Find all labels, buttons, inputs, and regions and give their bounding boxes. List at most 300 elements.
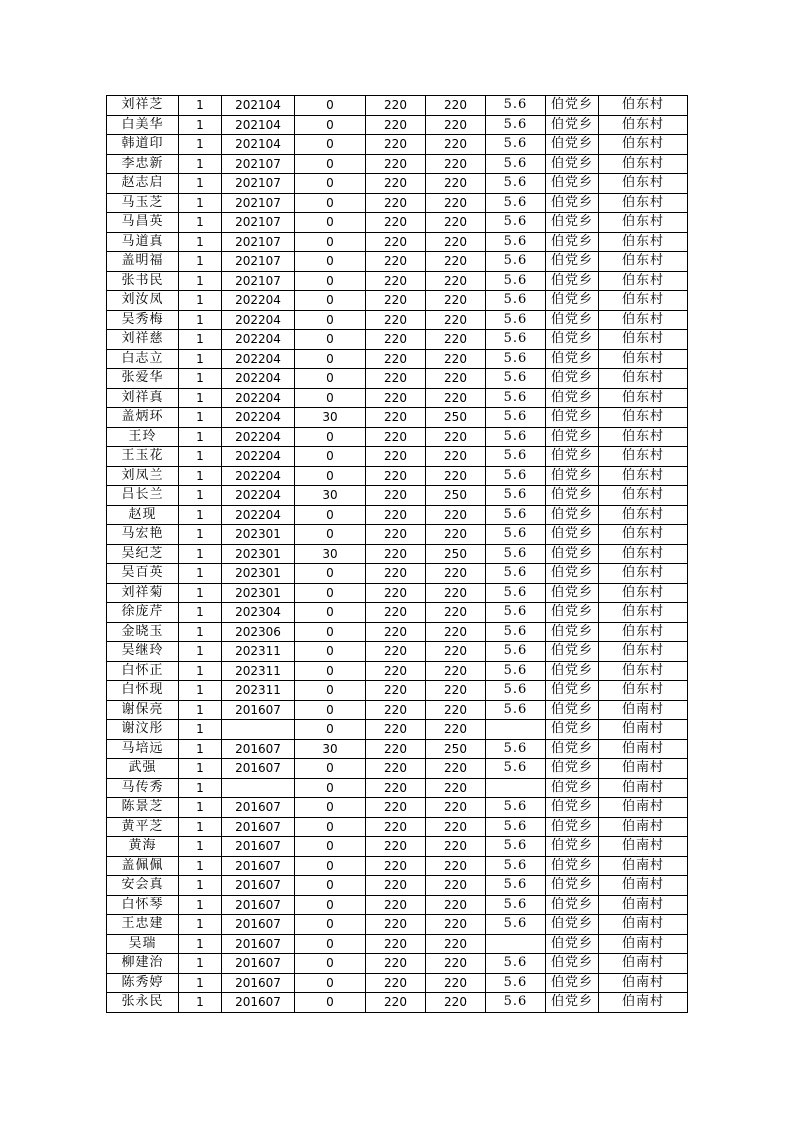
start-date-cell: 201607 [222,759,295,779]
total-amount-cell: 220 [426,798,486,818]
base-amount-cell: 220 [366,369,426,389]
township-cell: 伯党乡 [546,895,599,915]
rate-cell: 5.6 [486,915,546,935]
rate-cell: 5.6 [486,135,546,155]
total-amount-cell: 220 [426,427,486,447]
total-amount-cell: 220 [426,642,486,662]
rate-cell: 5.6 [486,564,546,584]
count-cell: 1 [179,232,222,252]
township-cell: 伯党乡 [546,154,599,174]
rate-cell: 5.6 [486,388,546,408]
name-cell: 白志立 [107,349,179,369]
base-amount-cell: 220 [366,213,426,233]
township-cell: 伯党乡 [546,798,599,818]
total-amount-cell: 220 [426,759,486,779]
total-amount-cell: 220 [426,973,486,993]
start-date-cell: 201607 [222,856,295,876]
rate-cell: 5.6 [486,583,546,603]
start-date-cell: 202301 [222,525,295,545]
subsidy-cell: 0 [295,291,366,311]
township-cell: 伯党乡 [546,96,599,116]
total-amount-cell: 220 [426,525,486,545]
subsidy-cell: 0 [295,213,366,233]
township-cell: 伯党乡 [546,213,599,233]
count-cell: 1 [179,739,222,759]
rate-cell: 5.6 [486,174,546,194]
subsidy-cell: 0 [295,564,366,584]
name-cell: 赵现 [107,505,179,525]
township-cell: 伯党乡 [546,174,599,194]
subsidy-cell: 0 [295,583,366,603]
township-cell: 伯党乡 [546,115,599,135]
table-row [107,837,688,857]
base-amount-cell: 220 [366,973,426,993]
total-amount-cell: 220 [426,856,486,876]
name-cell: 黄海 [107,837,179,857]
subsidy-cell: 0 [295,622,366,642]
subsidy-cell: 0 [295,271,366,291]
total-amount-cell: 220 [426,291,486,311]
subsidy-cell: 0 [295,876,366,896]
name-cell: 刘祥菊 [107,583,179,603]
count-cell: 1 [179,934,222,954]
table-row [107,115,688,135]
subsidy-cell: 0 [295,798,366,818]
count-cell: 1 [179,973,222,993]
village-cell: 伯东村 [599,544,688,564]
village-cell: 伯东村 [599,525,688,545]
base-amount-cell: 220 [366,700,426,720]
count-cell: 1 [179,583,222,603]
table-row [107,232,688,252]
village-cell: 伯东村 [599,661,688,681]
base-amount-cell: 220 [366,681,426,701]
village-cell: 伯东村 [599,96,688,116]
village-cell: 伯东村 [599,427,688,447]
township-cell: 伯党乡 [546,388,599,408]
table-row [107,876,688,896]
base-amount-cell: 220 [366,252,426,272]
village-cell: 伯南村 [599,973,688,993]
township-cell: 伯党乡 [546,135,599,155]
rate-cell: 5.6 [486,993,546,1013]
rate-cell: 5.6 [486,856,546,876]
village-cell: 伯南村 [599,759,688,779]
subsidy-cell: 0 [295,661,366,681]
total-amount-cell: 220 [426,934,486,954]
base-amount-cell: 220 [366,115,426,135]
subsidy-cell: 0 [295,447,366,467]
village-cell: 伯东村 [599,369,688,389]
base-amount-cell: 220 [366,330,426,350]
village-cell: 伯东村 [599,564,688,584]
start-date-cell: 202204 [222,310,295,330]
start-date-cell: 202306 [222,622,295,642]
count-cell: 1 [179,505,222,525]
table-row [107,856,688,876]
count-cell: 1 [179,642,222,662]
village-cell: 伯东村 [599,271,688,291]
rate-cell: 5.6 [486,408,546,428]
village-cell: 伯东村 [599,154,688,174]
count-cell: 1 [179,369,222,389]
table-row [107,466,688,486]
count-cell: 1 [179,954,222,974]
township-cell: 伯党乡 [546,622,599,642]
village-cell: 伯东村 [599,310,688,330]
base-amount-cell: 220 [366,96,426,116]
total-amount-cell: 220 [426,817,486,837]
table-row [107,642,688,662]
township-cell: 伯党乡 [546,232,599,252]
township-cell: 伯党乡 [546,505,599,525]
village-cell: 伯东村 [599,505,688,525]
count-cell: 1 [179,876,222,896]
base-amount-cell: 220 [366,622,426,642]
base-amount-cell: 220 [366,271,426,291]
base-amount-cell: 220 [366,720,426,740]
rate-cell: 5.6 [486,759,546,779]
township-cell: 伯党乡 [546,252,599,272]
count-cell: 1 [179,661,222,681]
rate-cell: 5.6 [486,291,546,311]
count-cell: 1 [179,525,222,545]
total-amount-cell: 220 [426,369,486,389]
village-cell: 伯南村 [599,954,688,974]
start-date-cell: 202104 [222,135,295,155]
rate-cell: 5.6 [486,213,546,233]
subsidy-cell: 0 [295,525,366,545]
total-amount-cell: 220 [426,174,486,194]
table-row [107,934,688,954]
name-cell: 李忠新 [107,154,179,174]
count-cell: 1 [179,96,222,116]
rate-cell: 5.6 [486,603,546,623]
village-cell: 伯东村 [599,622,688,642]
table-row [107,681,688,701]
township-cell: 伯党乡 [546,720,599,740]
total-amount-cell: 220 [426,564,486,584]
base-amount-cell: 220 [366,895,426,915]
village-cell: 伯南村 [599,700,688,720]
base-amount-cell: 220 [366,603,426,623]
base-amount-cell: 220 [366,934,426,954]
total-amount-cell: 220 [426,135,486,155]
township-cell: 伯党乡 [546,934,599,954]
subsidy-cell: 0 [295,993,366,1013]
table-row [107,954,688,974]
township-cell: 伯党乡 [546,271,599,291]
subsidy-cell: 0 [295,817,366,837]
count-cell: 1 [179,174,222,194]
rate-cell: 5.6 [486,232,546,252]
table-row [107,486,688,506]
start-date-cell: 201607 [222,817,295,837]
table-row [107,739,688,759]
table-row [107,271,688,291]
count-cell: 1 [179,447,222,467]
rate-cell: 5.6 [486,681,546,701]
village-cell: 伯东村 [599,291,688,311]
start-date-cell: 202304 [222,603,295,623]
rate-cell: 5.6 [486,115,546,135]
subsidy-cell: 0 [295,642,366,662]
rate-cell: 5.6 [486,876,546,896]
start-date-cell: 201607 [222,876,295,896]
start-date-cell: 201607 [222,895,295,915]
subsidy-cell: 30 [295,544,366,564]
count-cell: 1 [179,798,222,818]
name-cell: 马传秀 [107,778,179,798]
township-cell: 伯党乡 [546,837,599,857]
name-cell: 吴秀梅 [107,310,179,330]
village-cell: 伯东村 [599,135,688,155]
subsidy-cell: 0 [295,837,366,857]
subsidy-cell: 0 [295,681,366,701]
name-cell: 盖炳环 [107,408,179,428]
village-cell: 伯东村 [599,174,688,194]
base-amount-cell: 220 [366,427,426,447]
township-cell: 伯党乡 [546,681,599,701]
count-cell: 1 [179,427,222,447]
start-date-cell [222,778,295,798]
count-cell: 1 [179,349,222,369]
start-date-cell: 201607 [222,954,295,974]
village-cell: 伯东村 [599,115,688,135]
name-cell: 陈秀婷 [107,973,179,993]
base-amount-cell: 220 [366,310,426,330]
township-cell: 伯党乡 [546,525,599,545]
start-date-cell: 202301 [222,583,295,603]
start-date-cell: 202204 [222,349,295,369]
total-amount-cell: 220 [426,993,486,1013]
village-cell: 伯东村 [599,193,688,213]
rate-cell: 5.6 [486,486,546,506]
total-amount-cell: 220 [426,876,486,896]
subsidy-cell: 0 [295,778,366,798]
subsidy-cell: 0 [295,973,366,993]
township-cell: 伯党乡 [546,993,599,1013]
base-amount-cell: 220 [366,759,426,779]
count-cell: 1 [179,817,222,837]
count-cell: 1 [179,154,222,174]
name-cell: 马培远 [107,739,179,759]
name-cell: 盖明福 [107,252,179,272]
table-row [107,447,688,467]
total-amount-cell: 220 [426,583,486,603]
village-cell: 伯东村 [599,252,688,272]
name-cell: 黄平芝 [107,817,179,837]
township-cell: 伯党乡 [546,427,599,447]
table-row [107,798,688,818]
base-amount-cell: 220 [366,778,426,798]
subsidy-cell: 0 [295,700,366,720]
start-date-cell: 201607 [222,915,295,935]
village-cell: 伯东村 [599,466,688,486]
name-cell: 陈景芝 [107,798,179,818]
base-amount-cell: 220 [366,856,426,876]
total-amount-cell: 220 [426,193,486,213]
subsidy-cell: 0 [295,349,366,369]
name-cell: 盖佩佩 [107,856,179,876]
start-date-cell [222,720,295,740]
name-cell: 张书民 [107,271,179,291]
count-cell: 1 [179,330,222,350]
township-cell: 伯党乡 [546,759,599,779]
township-cell: 伯党乡 [546,915,599,935]
name-cell: 刘凤兰 [107,466,179,486]
start-date-cell: 201607 [222,993,295,1013]
start-date-cell: 201607 [222,973,295,993]
name-cell: 徐庞芹 [107,603,179,623]
village-cell: 伯东村 [599,349,688,369]
start-date-cell: 201607 [222,798,295,818]
base-amount-cell: 220 [366,798,426,818]
base-amount-cell: 220 [366,291,426,311]
village-cell: 伯南村 [599,915,688,935]
rate-cell: 5.6 [486,525,546,545]
table-row [107,135,688,155]
rate-cell: 5.6 [486,447,546,467]
table-row [107,564,688,584]
start-date-cell: 202107 [222,232,295,252]
township-cell: 伯党乡 [546,583,599,603]
subsidy-cell: 0 [295,310,366,330]
table-row [107,310,688,330]
total-amount-cell: 220 [426,778,486,798]
base-amount-cell: 220 [366,525,426,545]
rate-cell: 5.6 [486,700,546,720]
table-row [107,291,688,311]
name-cell: 王玉花 [107,447,179,467]
name-cell: 白美华 [107,115,179,135]
village-cell: 伯东村 [599,486,688,506]
township-cell: 伯党乡 [546,408,599,428]
subsidy-cell: 0 [295,174,366,194]
start-date-cell: 202107 [222,193,295,213]
start-date-cell: 202311 [222,681,295,701]
total-amount-cell: 220 [426,505,486,525]
subsidy-cell: 0 [295,135,366,155]
name-cell: 白怀正 [107,661,179,681]
name-cell: 吴瑞 [107,934,179,954]
total-amount-cell: 220 [426,895,486,915]
rate-cell: 5.6 [486,427,546,447]
table-row [107,720,688,740]
township-cell: 伯党乡 [546,193,599,213]
table-row [107,622,688,642]
count-cell: 1 [179,466,222,486]
name-cell: 白怀琴 [107,895,179,915]
start-date-cell: 201607 [222,739,295,759]
rate-cell: 5.6 [486,954,546,974]
township-cell: 伯党乡 [546,330,599,350]
village-cell: 伯南村 [599,720,688,740]
table-row [107,174,688,194]
total-amount-cell: 220 [426,837,486,857]
rate-cell: 5.6 [486,642,546,662]
start-date-cell: 202204 [222,486,295,506]
total-amount-cell: 220 [426,466,486,486]
count-cell: 1 [179,486,222,506]
village-cell: 伯南村 [599,993,688,1013]
total-amount-cell: 220 [426,720,486,740]
name-cell: 刘祥慈 [107,330,179,350]
village-cell: 伯南村 [599,739,688,759]
township-cell: 伯党乡 [546,447,599,467]
rate-cell: 5.6 [486,96,546,116]
table-row [107,583,688,603]
township-cell: 伯党乡 [546,739,599,759]
count-cell: 1 [179,544,222,564]
name-cell: 刘祥芝 [107,96,179,116]
name-cell: 柳建治 [107,954,179,974]
table-row [107,427,688,447]
table-row [107,973,688,993]
village-cell: 伯东村 [599,388,688,408]
township-cell: 伯党乡 [546,642,599,662]
subsidy-cell: 0 [295,388,366,408]
rate-cell: 5.6 [486,837,546,857]
village-cell: 伯东村 [599,447,688,467]
table-row [107,369,688,389]
count-cell: 1 [179,310,222,330]
count-cell: 1 [179,778,222,798]
rate-cell: 5.6 [486,349,546,369]
village-cell: 伯东村 [599,330,688,350]
start-date-cell: 202204 [222,330,295,350]
village-cell: 伯东村 [599,232,688,252]
table-row [107,759,688,779]
rate-cell: 5.6 [486,973,546,993]
township-cell: 伯党乡 [546,349,599,369]
base-amount-cell: 220 [366,174,426,194]
subsidy-cell: 0 [295,115,366,135]
subsidy-cell: 0 [295,466,366,486]
name-cell: 金晓玉 [107,622,179,642]
village-cell: 伯东村 [599,213,688,233]
subsidy-cell: 0 [295,232,366,252]
start-date-cell: 201607 [222,837,295,857]
township-cell: 伯党乡 [546,700,599,720]
start-date-cell: 202301 [222,564,295,584]
subsidy-cell: 0 [295,505,366,525]
total-amount-cell: 220 [426,681,486,701]
table-row [107,154,688,174]
subsidy-cell: 0 [295,427,366,447]
total-amount-cell: 220 [426,661,486,681]
base-amount-cell: 220 [366,388,426,408]
start-date-cell: 202107 [222,174,295,194]
village-cell: 伯南村 [599,895,688,915]
village-cell: 伯南村 [599,837,688,857]
table-row [107,505,688,525]
count-cell: 1 [179,271,222,291]
rate-cell: 5.6 [486,739,546,759]
start-date-cell: 202204 [222,408,295,428]
count-cell: 1 [179,993,222,1013]
table-row [107,252,688,272]
village-cell: 伯东村 [599,603,688,623]
table-row [107,96,688,116]
township-cell: 伯党乡 [546,954,599,974]
subsidy-cell: 0 [295,856,366,876]
name-cell: 刘祥真 [107,388,179,408]
township-cell: 伯党乡 [546,856,599,876]
base-amount-cell: 220 [366,154,426,174]
table-row [107,388,688,408]
start-date-cell: 202311 [222,642,295,662]
